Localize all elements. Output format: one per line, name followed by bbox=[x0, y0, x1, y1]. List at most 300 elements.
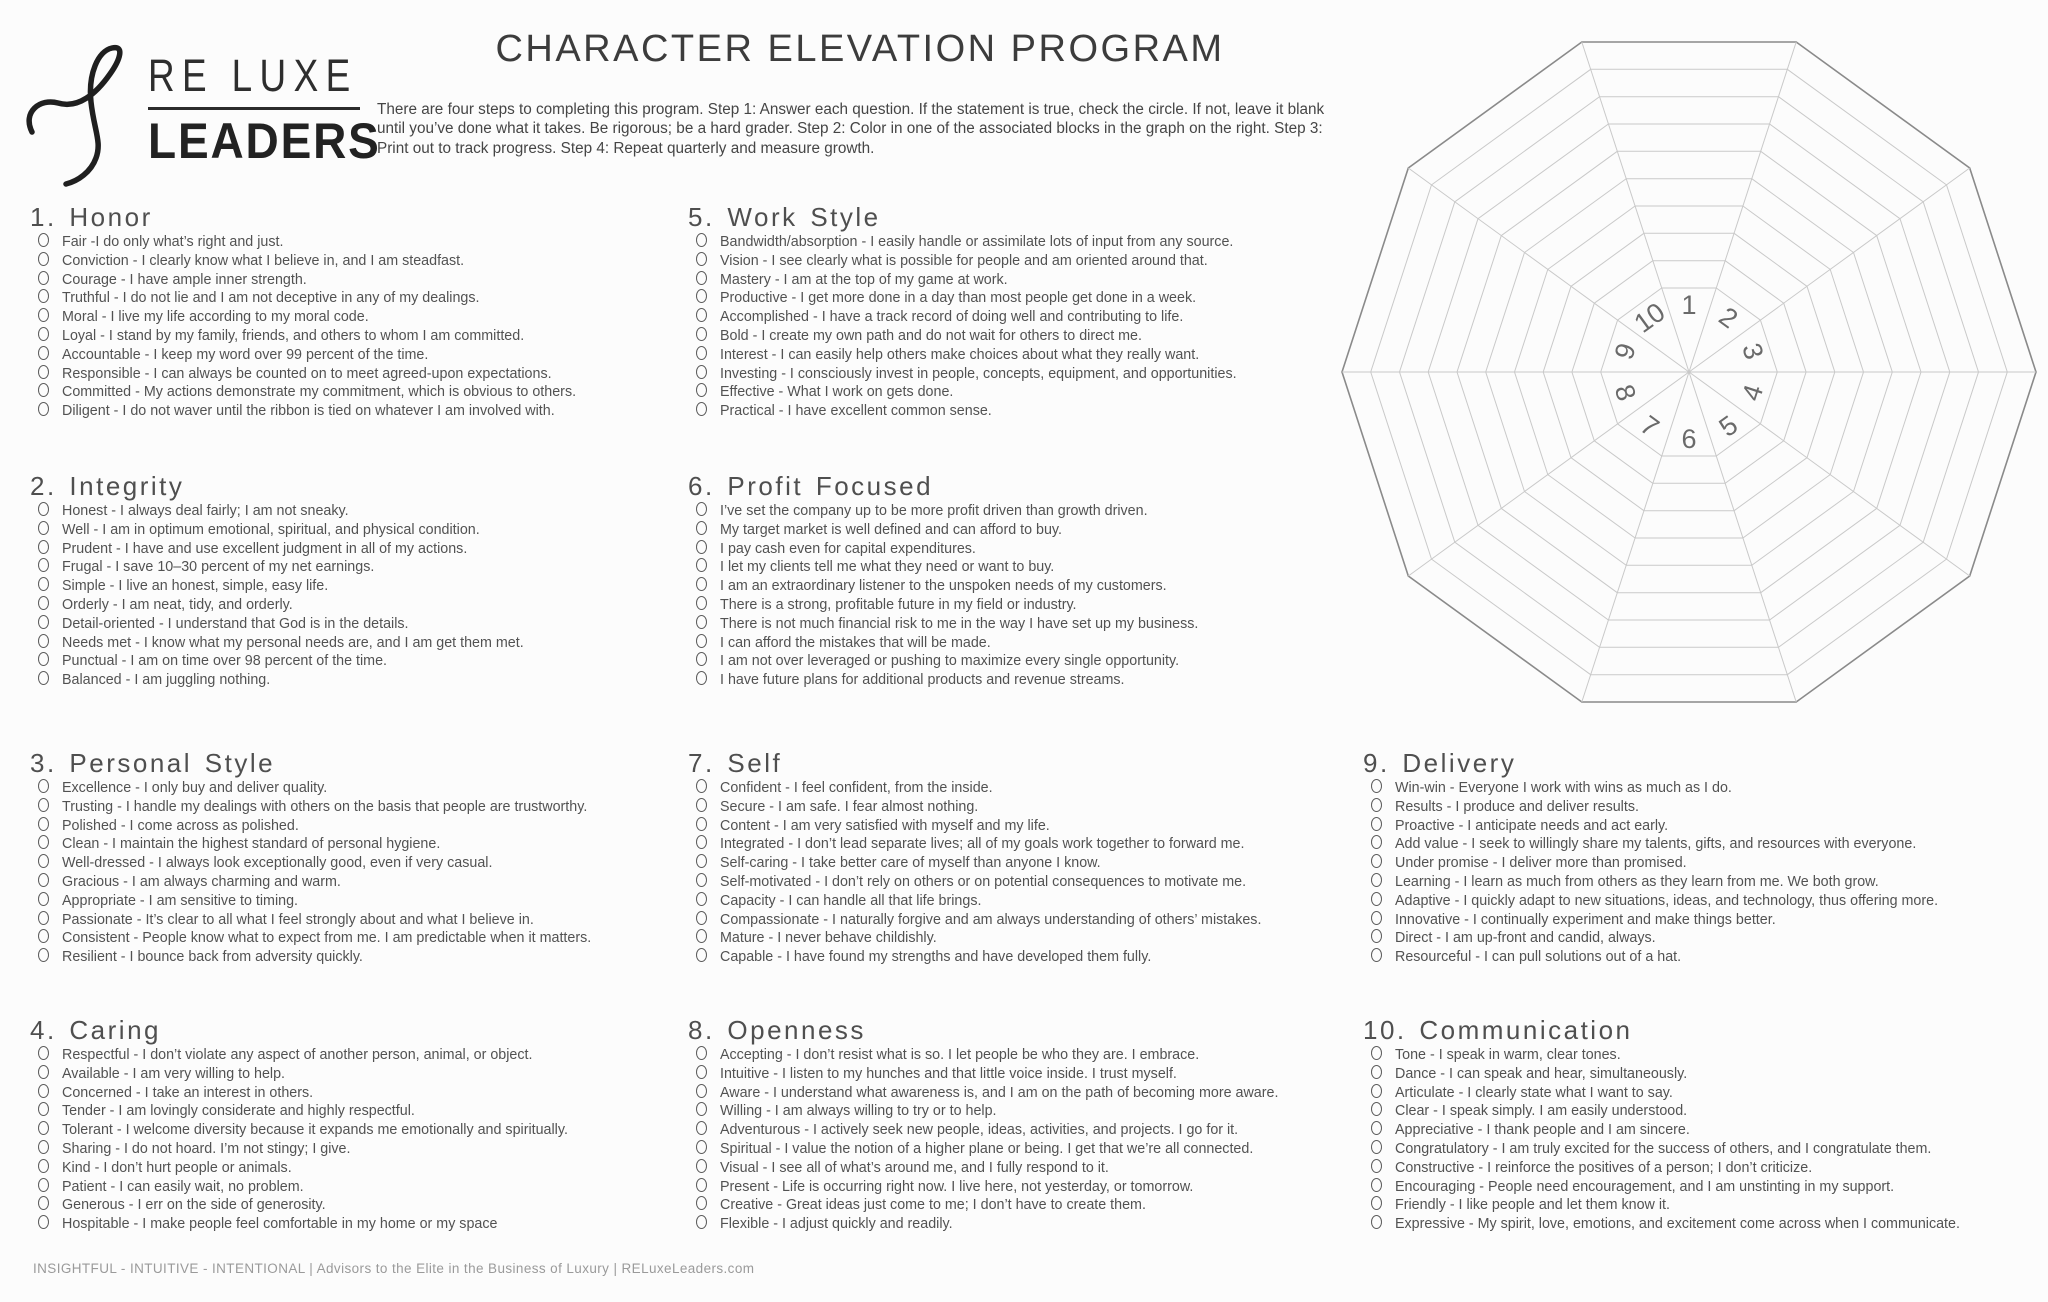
section-heading: 8. Openness bbox=[688, 1014, 866, 1045]
check-circle[interactable] bbox=[696, 948, 707, 962]
check-circle[interactable] bbox=[696, 798, 707, 812]
checklist-item-label: Capable - I have found my strengths and have developed them fully. bbox=[720, 949, 1152, 966]
checklist-item-label: Effective - What I work on gets done. bbox=[720, 384, 954, 401]
check-circle[interactable] bbox=[38, 1178, 49, 1192]
wheel-spoke bbox=[1582, 372, 1689, 702]
checklist bbox=[688, 502, 1198, 690]
check-circle[interactable] bbox=[38, 1102, 49, 1116]
check-circle[interactable] bbox=[696, 1102, 707, 1116]
check-circle[interactable] bbox=[1371, 1196, 1382, 1210]
checklist-item bbox=[688, 911, 1261, 930]
checklist-item bbox=[688, 779, 1261, 798]
section-heading: 2. Integrity bbox=[30, 470, 185, 501]
checklist-item bbox=[1363, 892, 1938, 911]
wheel-sector-label: 2 bbox=[1713, 301, 1744, 335]
section-heading: 3. Personal Style bbox=[30, 747, 276, 778]
checklist-item-label: Prudent - I have and use excellent judgment in all of my actions. bbox=[62, 540, 468, 557]
checklist-item bbox=[688, 835, 1261, 854]
check-circle[interactable] bbox=[1371, 854, 1382, 868]
checklist-item bbox=[688, 1159, 1278, 1178]
check-circle[interactable] bbox=[38, 929, 49, 943]
checklist-item bbox=[30, 854, 591, 873]
check-circle[interactable] bbox=[696, 365, 707, 379]
checklist-item-label: Integrated - I don’t lead separate lives; all of my goals work together to forward me. bbox=[720, 836, 1245, 853]
checklist-item bbox=[688, 948, 1261, 967]
checklist-item-label: Truthful - I do not lie and I am not deceptive in any of my dealings. bbox=[62, 290, 480, 307]
check-circle[interactable] bbox=[1371, 798, 1382, 812]
checklist-item-label: Congratulatory - I am truly excited for the success of others, and I congratulate them. bbox=[1395, 1140, 1932, 1157]
checklist-item bbox=[688, 1140, 1278, 1159]
checklist-item bbox=[688, 502, 1198, 521]
wheel-spoke bbox=[1689, 372, 1970, 576]
checklist-item bbox=[30, 521, 524, 540]
checklist-item bbox=[688, 327, 1237, 346]
checklist-item-label: Creative - Great ideas just come to me; I don’t have to create them. bbox=[720, 1197, 1146, 1214]
checklist-item-label: Needs met - I know what my personal needs are, and I am get them met. bbox=[62, 634, 524, 651]
checklist-item-label: Compassionate - I naturally forgive and am always understanding of others’ mistakes. bbox=[720, 911, 1262, 928]
check-circle[interactable] bbox=[38, 558, 49, 572]
checklist-item bbox=[30, 271, 576, 290]
checklist-item bbox=[1363, 779, 1938, 798]
checklist-item bbox=[30, 652, 524, 671]
checklist-item-label: Adaptive - I quickly adapt to new situations, ideas, and technology, thus offering more. bbox=[1395, 892, 1939, 909]
checklist-item bbox=[30, 671, 524, 690]
check-circle[interactable] bbox=[696, 346, 707, 360]
checklist-item-label: Courage - I have ample inner strength. bbox=[62, 271, 307, 288]
checklist-item-label: I am an extraordinary listener to the unspoken needs of my customers. bbox=[720, 578, 1167, 595]
checklist-item bbox=[688, 383, 1237, 402]
section-heading: 4. Caring bbox=[30, 1014, 161, 1045]
checklist-item bbox=[688, 634, 1198, 653]
check-circle[interactable] bbox=[696, 1215, 707, 1229]
check-circle[interactable] bbox=[38, 835, 49, 849]
checklist-item bbox=[30, 1196, 568, 1215]
check-circle[interactable] bbox=[696, 615, 707, 629]
checklist-item-label: Clear - I speak simply. I am easily understood. bbox=[1395, 1103, 1688, 1120]
check-circle[interactable] bbox=[38, 402, 49, 416]
checklist-item bbox=[688, 308, 1237, 327]
checklist-item bbox=[688, 271, 1237, 290]
check-circle[interactable] bbox=[1371, 1215, 1382, 1229]
checklist-item-label: Conviction - I clearly know what I believe in, and I am steadfast. bbox=[62, 252, 465, 269]
check-circle[interactable] bbox=[696, 835, 707, 849]
checklist-item bbox=[688, 798, 1261, 817]
check-circle[interactable] bbox=[1371, 1178, 1382, 1192]
check-circle[interactable] bbox=[696, 271, 707, 285]
checklist-item bbox=[688, 1121, 1278, 1140]
check-circle[interactable] bbox=[696, 1046, 707, 1060]
checklist-item bbox=[30, 1046, 568, 1065]
checklist-item bbox=[1363, 1215, 1960, 1234]
checklist-item bbox=[30, 327, 576, 346]
check-circle[interactable] bbox=[1371, 1121, 1382, 1135]
check-circle[interactable] bbox=[696, 596, 707, 610]
checklist-item-label: Innovative - I continually experiment and make things better. bbox=[1395, 911, 1776, 928]
checklist-item-label: Appreciative - I thank people and I am sincere. bbox=[1395, 1122, 1690, 1139]
wheel-sector-label: 3 bbox=[1736, 339, 1770, 364]
checklist-item bbox=[688, 1084, 1278, 1103]
checklist-item-label: Honest - I always deal fairly; I am not sneaky. bbox=[62, 503, 349, 519]
check-circle[interactable] bbox=[38, 271, 49, 285]
check-circle[interactable] bbox=[38, 252, 49, 266]
checklist-item bbox=[30, 1159, 568, 1178]
check-circle[interactable] bbox=[696, 1196, 707, 1210]
check-circle[interactable] bbox=[38, 577, 49, 591]
checklist-item-label: Spiritual - I value the notion of a higher plane or being. I get that we’re all connected. bbox=[720, 1140, 1254, 1157]
check-circle[interactable] bbox=[1371, 1046, 1382, 1060]
checklist-item bbox=[30, 835, 591, 854]
check-circle[interactable] bbox=[696, 327, 707, 341]
checklist-item bbox=[30, 929, 591, 948]
checklist-item-label: Interest - I can easily help others make choices about what they really want. bbox=[720, 346, 1200, 363]
checklist-item bbox=[688, 817, 1261, 836]
checklist-item-label: Direct - I am up-front and candid, always. bbox=[1395, 930, 1656, 947]
checklist-item-label: Articulate - I clearly state what I want to say. bbox=[1395, 1084, 1673, 1101]
checklist-item-label: Kind - I don’t hurt people or animals. bbox=[62, 1159, 292, 1176]
checklist-item bbox=[30, 1178, 568, 1197]
checklist-item-label: I pay cash even for capital expenditures. bbox=[720, 540, 976, 557]
checklist-item bbox=[688, 402, 1237, 421]
checklist-item bbox=[1363, 854, 1938, 873]
checklist-item-label: Sharing - I do not hoard. I’m not stingy; I give. bbox=[62, 1140, 351, 1157]
checklist-item-label: Generous - I err on the side of generosity. bbox=[62, 1197, 326, 1214]
section-heading: 5. Work Style bbox=[688, 201, 881, 232]
check-circle[interactable] bbox=[1371, 911, 1382, 925]
page-title: CHARACTER ELEVATION PROGRAM bbox=[495, 28, 1225, 70]
checklist bbox=[1363, 779, 1938, 967]
section-heading: 10. Communication bbox=[1363, 1014, 1633, 1045]
check-circle[interactable] bbox=[696, 252, 707, 266]
checklist-item-label: Gracious - I am always charming and warm. bbox=[62, 873, 341, 890]
checklist-item bbox=[30, 1121, 568, 1140]
checklist-item-label: Frugal - I save 10–30 percent of my net earnings. bbox=[62, 559, 375, 576]
checklist-item-label: Tolerant - I welcome diversity because it expands me emotionally and spiritually. bbox=[62, 1122, 568, 1139]
checklist-item-label: Orderly - I am neat, tidy, and orderly. bbox=[62, 596, 293, 613]
checklist-item bbox=[1363, 1178, 1960, 1197]
wheel-sector-label: 9 bbox=[1608, 339, 1642, 364]
checklist-item bbox=[1363, 1046, 1960, 1065]
checklist-item bbox=[30, 873, 591, 892]
checklist-item-label: Capacity - I can handle all that life brings. bbox=[720, 892, 982, 909]
checklist-item bbox=[30, 252, 576, 271]
logo-line-leaders: LEADERS bbox=[148, 113, 381, 169]
check-circle[interactable] bbox=[38, 1215, 49, 1229]
checklist-item-label: Well - I am in optimum emotional, spiritual, and physical condition. bbox=[62, 521, 480, 538]
wheel-sector-label: 5 bbox=[1713, 409, 1744, 443]
checklist-item bbox=[688, 873, 1261, 892]
check-circle[interactable] bbox=[38, 1121, 49, 1135]
checklist-item-label: Tender - I am lovingly considerate and highly respectful. bbox=[62, 1103, 415, 1120]
checklist bbox=[688, 779, 1261, 967]
checklist-item bbox=[30, 817, 591, 836]
check-circle[interactable] bbox=[696, 873, 707, 887]
check-circle[interactable] bbox=[696, 1140, 707, 1154]
check-circle[interactable] bbox=[38, 502, 49, 516]
checklist-item bbox=[688, 289, 1237, 308]
check-circle[interactable] bbox=[38, 1046, 49, 1060]
wheel-sector-label: 10 bbox=[1628, 296, 1671, 339]
check-circle[interactable] bbox=[696, 289, 707, 303]
checklist-item-label: I am not over leveraged or pushing to maximize every single opportunity. bbox=[720, 653, 1180, 670]
checklist bbox=[30, 779, 591, 967]
checklist-item-label: Excellence - I only buy and deliver quality. bbox=[62, 780, 328, 796]
checklist-item-label: Friendly - I like people and let them know it. bbox=[1395, 1197, 1670, 1214]
check-circle[interactable] bbox=[38, 365, 49, 379]
wheel-spoke bbox=[1689, 372, 1796, 702]
checklist-item bbox=[1363, 948, 1938, 967]
checklist-item-label: Mature - I never behave childishly. bbox=[720, 930, 937, 947]
section-heading: 9. Delivery bbox=[1363, 747, 1517, 778]
checklist-item-label: Mastery - I am at the top of my game at work. bbox=[720, 271, 1008, 288]
check-circle[interactable] bbox=[696, 308, 707, 322]
check-circle[interactable] bbox=[38, 233, 49, 247]
checklist-item-label: Self-motivated - I don’t rely on others or on potential consequences to motivate me. bbox=[720, 873, 1247, 890]
checklist-item-label: Accepting - I don’t resist what is so. I let people be who they are. I embrace. bbox=[720, 1047, 1200, 1063]
check-circle[interactable] bbox=[38, 671, 49, 685]
checklist-item bbox=[688, 233, 1237, 252]
check-circle[interactable] bbox=[696, 1065, 707, 1079]
checklist-item bbox=[688, 1046, 1278, 1065]
checklist-item-label: Adventurous - I actively seek new people, ideas, activities, and projects. I go for it. bbox=[720, 1122, 1239, 1139]
checklist-item bbox=[688, 1102, 1278, 1121]
wheel-sector-label: 6 bbox=[1681, 424, 1697, 454]
check-circle[interactable] bbox=[1371, 873, 1382, 887]
check-circle[interactable] bbox=[696, 854, 707, 868]
section-heading: 7. Self bbox=[688, 747, 783, 778]
checklist-item bbox=[688, 1196, 1278, 1215]
checklist-item bbox=[1363, 1065, 1960, 1084]
check-circle[interactable] bbox=[38, 817, 49, 831]
check-circle[interactable] bbox=[696, 402, 707, 416]
checklist-item-label: Dance - I can speak and hear, simultaneously. bbox=[1395, 1065, 1688, 1082]
check-circle[interactable] bbox=[1371, 1102, 1382, 1116]
check-circle[interactable] bbox=[38, 540, 49, 554]
logo-divider bbox=[148, 107, 360, 110]
checklist-item bbox=[30, 540, 524, 559]
check-circle[interactable] bbox=[1371, 1140, 1382, 1154]
check-circle[interactable] bbox=[1371, 1065, 1382, 1079]
check-circle[interactable] bbox=[1371, 1084, 1382, 1098]
checklist-item bbox=[688, 540, 1198, 559]
checklist-item bbox=[1363, 798, 1938, 817]
checklist-item bbox=[30, 615, 524, 634]
checklist-item-label: I have future plans for additional products and revenue streams. bbox=[720, 672, 1125, 689]
checklist-item bbox=[1363, 929, 1938, 948]
checklist-item-label: Visual - I see all of what’s around me, and I fully respond to it. bbox=[720, 1159, 1109, 1176]
character-wheel-chart bbox=[1332, 16, 2048, 730]
checklist-item-label: Committed - My actions demonstrate my commitment, which is obvious to others. bbox=[62, 384, 577, 401]
checklist-item-label: I can afford the mistakes that will be made. bbox=[720, 634, 991, 651]
checklist-item bbox=[688, 558, 1198, 577]
checklist-item bbox=[688, 1215, 1278, 1234]
checklist-item bbox=[30, 1215, 568, 1234]
checklist-item bbox=[30, 346, 576, 365]
check-circle[interactable] bbox=[1371, 929, 1382, 943]
checklist-item bbox=[1363, 1140, 1960, 1159]
check-circle[interactable] bbox=[38, 1065, 49, 1079]
checklist-item bbox=[30, 308, 576, 327]
checklist-item bbox=[688, 892, 1261, 911]
logo-line-reluxe: RE LUXE bbox=[148, 50, 358, 101]
check-circle[interactable] bbox=[38, 892, 49, 906]
check-circle[interactable] bbox=[38, 652, 49, 666]
check-circle[interactable] bbox=[38, 1084, 49, 1098]
checklist-item-label: Proactive - I anticipate needs and act early. bbox=[1395, 817, 1669, 834]
checklist-item bbox=[688, 929, 1261, 948]
check-circle[interactable] bbox=[696, 502, 707, 516]
checklist-item bbox=[30, 779, 591, 798]
check-circle[interactable] bbox=[38, 873, 49, 887]
check-circle[interactable] bbox=[1371, 1159, 1382, 1173]
check-circle[interactable] bbox=[696, 929, 707, 943]
checklist-item-label: Learning - I learn as much from others as they learn from me. We both grow. bbox=[1395, 873, 1879, 890]
checklist-item-label: Flexible - I adjust quickly and readily. bbox=[720, 1216, 953, 1233]
check-circle[interactable] bbox=[38, 854, 49, 868]
check-circle[interactable] bbox=[696, 892, 707, 906]
checklist bbox=[30, 233, 576, 421]
check-circle[interactable] bbox=[38, 1196, 49, 1210]
checklist-item-label: Consistent - People know what to expect from me. I am predictable when it matters. bbox=[62, 930, 592, 947]
check-circle[interactable] bbox=[38, 308, 49, 322]
checklist-item bbox=[30, 233, 576, 252]
check-circle[interactable] bbox=[38, 948, 49, 962]
check-circle[interactable] bbox=[1371, 779, 1382, 793]
checklist-item bbox=[30, 911, 591, 930]
check-circle[interactable] bbox=[38, 615, 49, 629]
wheel-spoke bbox=[1408, 168, 1689, 372]
check-circle[interactable] bbox=[38, 596, 49, 610]
checklist-item-label: Well-dressed - I always look exceptionally good, even if very casual. bbox=[62, 855, 493, 872]
checklist bbox=[688, 1046, 1278, 1234]
check-circle[interactable] bbox=[696, 911, 707, 925]
checklist-item-label: I’ve set the company up to be more profit driven than growth driven. bbox=[720, 503, 1148, 519]
checklist-item bbox=[30, 502, 524, 521]
check-circle[interactable] bbox=[696, 634, 707, 648]
checklist-item bbox=[30, 1084, 568, 1103]
check-circle[interactable] bbox=[38, 346, 49, 360]
wheel-spoke bbox=[1408, 372, 1689, 576]
checklist-item-label: Win-win - Everyone I work with wins as much as I do. bbox=[1395, 780, 1732, 796]
wheel-sector-label: 4 bbox=[1736, 380, 1770, 405]
checklist-item-label: Practical - I have excellent common sense. bbox=[720, 403, 992, 420]
checklist-item-label: Balanced - I am juggling nothing. bbox=[62, 672, 271, 689]
check-circle[interactable] bbox=[696, 383, 707, 397]
checklist-item-label: Vision - I see clearly what is possible for people and am oriented around that. bbox=[720, 252, 1208, 269]
checklist-item-label: Tone - I speak in warm, clear tones. bbox=[1395, 1047, 1621, 1063]
checklist-item bbox=[30, 1102, 568, 1121]
checklist-item-label: Appropriate - I am sensitive to timing. bbox=[62, 892, 298, 909]
checklist-item-label: Diligent - I do not waver until the ribbon is tied on whatever I am involved with. bbox=[62, 403, 555, 420]
check-circle[interactable] bbox=[696, 1121, 707, 1135]
checklist-item-label: Content - I am very satisfied with myself and my life. bbox=[720, 817, 1050, 834]
checklist bbox=[688, 233, 1237, 421]
checklist-item-label: Patient - I can easily wait, no problem. bbox=[62, 1178, 304, 1195]
checklist-item-label: Polished - I come across as polished. bbox=[62, 817, 299, 834]
checklist-item-label: Present - Life is occurring right now. I live here, not yesterday, or tomorrow. bbox=[720, 1178, 1194, 1195]
check-circle[interactable] bbox=[696, 558, 707, 572]
check-circle[interactable] bbox=[1371, 817, 1382, 831]
check-circle[interactable] bbox=[696, 233, 707, 247]
checklist-item-label: Accountable - I keep my word over 99 percent of the time. bbox=[62, 346, 429, 363]
checklist-item bbox=[688, 577, 1198, 596]
checklist bbox=[30, 502, 524, 690]
wheel-sector-label: 1 bbox=[1681, 290, 1697, 320]
check-circle[interactable] bbox=[696, 577, 707, 591]
checklist-item bbox=[30, 289, 576, 308]
wheel-spoke bbox=[1689, 168, 1970, 372]
check-circle[interactable] bbox=[38, 779, 49, 793]
check-circle[interactable] bbox=[1371, 835, 1382, 849]
checklist-item-label: Available - I am very willing to help. bbox=[62, 1065, 286, 1082]
check-circle[interactable] bbox=[696, 652, 707, 666]
check-circle[interactable] bbox=[38, 634, 49, 648]
check-circle[interactable] bbox=[696, 521, 707, 535]
checklist-item bbox=[1363, 873, 1938, 892]
check-circle[interactable] bbox=[696, 1084, 707, 1098]
checklist-item-label: My target market is well defined and can afford to buy. bbox=[720, 521, 1062, 538]
checklist-item bbox=[30, 634, 524, 653]
checklist-item-label: Moral - I live my life according to my moral code. bbox=[62, 309, 369, 326]
checklist bbox=[1363, 1046, 1960, 1234]
checklist-item-label: Simple - I live an honest, simple, easy life. bbox=[62, 578, 329, 595]
check-circle[interactable] bbox=[38, 289, 49, 303]
check-circle[interactable] bbox=[696, 1159, 707, 1173]
checklist-item-label: Intuitive - I listen to my hunches and that little voice inside. I trust myself. bbox=[720, 1065, 1177, 1082]
checklist-item bbox=[1363, 911, 1938, 930]
check-circle[interactable] bbox=[38, 521, 49, 535]
checklist-item bbox=[1363, 1159, 1960, 1178]
check-circle[interactable] bbox=[38, 1159, 49, 1173]
checklist-item-label: Add value - I seek to willingly share my talents, gifts, and resources with everyone. bbox=[1395, 836, 1917, 853]
checklist-item-label: Encouraging - People need encouragement, and I am unstinting in my support. bbox=[1395, 1178, 1895, 1195]
check-circle[interactable] bbox=[38, 383, 49, 397]
check-circle[interactable] bbox=[696, 1178, 707, 1192]
checklist-item bbox=[30, 577, 524, 596]
checklist-item-label: Aware - I understand what awareness is, and I am on the path of becoming more aware. bbox=[720, 1084, 1279, 1101]
checklist-item bbox=[30, 558, 524, 577]
checklist-item bbox=[1363, 1196, 1960, 1215]
check-circle[interactable] bbox=[696, 540, 707, 554]
reluxe-flourish-logo-icon bbox=[26, 42, 152, 188]
checklist-item-label: Resilient - I bounce back from adversity quickly. bbox=[62, 949, 363, 966]
checklist-item bbox=[688, 521, 1198, 540]
check-circle[interactable] bbox=[1371, 948, 1382, 962]
footer-tagline: INSIGHTFUL - INTUITIVE - INTENTIONAL | Advisors to the Elite in the Business of Luxury | RELuxeLeaders.com bbox=[33, 1261, 755, 1276]
checklist-item-label: Responsible - I can always be counted on to meet agreed-upon expectations. bbox=[62, 365, 552, 382]
check-circle[interactable] bbox=[38, 1140, 49, 1154]
checklist-item bbox=[1363, 1121, 1960, 1140]
checklist-item bbox=[688, 671, 1198, 690]
checklist-item-label: Results - I produce and deliver results. bbox=[1395, 798, 1639, 815]
checklist-item bbox=[1363, 835, 1938, 854]
checklist-item-label: Hospitable - I make people feel comfortable in my home or my space bbox=[62, 1216, 498, 1233]
check-circle[interactable] bbox=[1371, 892, 1382, 906]
checklist-item-label: Concerned - I take an interest in others. bbox=[62, 1084, 314, 1101]
checklist-item bbox=[688, 346, 1237, 365]
checklist-item bbox=[688, 652, 1198, 671]
check-circle[interactable] bbox=[38, 798, 49, 812]
check-circle[interactable] bbox=[38, 327, 49, 341]
wheel-sector-label: 8 bbox=[1608, 380, 1642, 405]
check-circle[interactable] bbox=[38, 911, 49, 925]
checklist-item-label: Confident - I feel confident, from the inside. bbox=[720, 780, 993, 796]
checklist-item bbox=[30, 383, 576, 402]
check-circle[interactable] bbox=[696, 671, 707, 685]
check-circle[interactable] bbox=[696, 779, 707, 793]
checklist-item-label: Detail-oriented - I understand that God is in the details. bbox=[62, 615, 409, 632]
checklist-item bbox=[688, 615, 1198, 634]
check-circle[interactable] bbox=[696, 817, 707, 831]
